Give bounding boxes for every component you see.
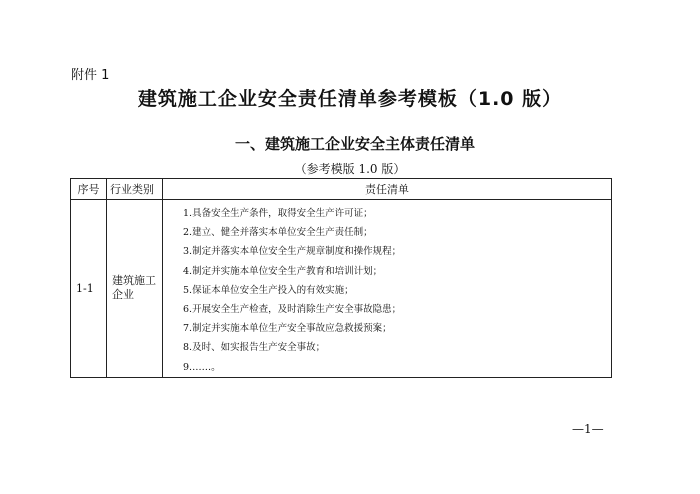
responsibility-item: 5.保证本单位安全生产投入的有效实施； xyxy=(183,284,354,296)
header-industry: 行业类别 xyxy=(107,179,163,200)
responsibility-item: 8.及时、如实报告生产安全事故； xyxy=(183,342,326,354)
responsibility-list xyxy=(183,200,611,377)
row-responsibilities xyxy=(163,200,612,378)
responsibility-item: 7.制定并实施本单位生产安全事故应急救援预案； xyxy=(183,323,392,335)
attachment-label: 附件 1 xyxy=(71,68,110,83)
responsibility-item: 3.制定并落实本单位安全生产规章制度和操作规程； xyxy=(183,246,402,258)
responsibility-table xyxy=(70,178,612,378)
header-responsibilities: 责任清单 xyxy=(163,179,612,200)
header-seq: 序号 xyxy=(71,179,107,200)
row-industry: 建筑施工企业 xyxy=(107,200,163,378)
responsibility-item: 4.制定并实施本单位安全生产教育和培训计划； xyxy=(183,265,383,277)
table-header-row xyxy=(71,179,612,200)
responsibility-item: 6.开展安全生产检查，及时消除生产安全事故隐患； xyxy=(183,303,402,315)
template-version-subtitle: （参考模版 1.0 版） xyxy=(294,162,406,176)
row-seq: 1-1 xyxy=(71,200,107,378)
document-title: 建筑施工企业安全责任清单参考模板（1.0 版） xyxy=(137,88,563,110)
responsibility-item: 2.建立、健全并落实本单位安全生产责任制； xyxy=(183,227,373,239)
responsibility-item: 1.具备安全生产条件，取得安全生产许可证； xyxy=(183,208,373,219)
page-number: —1— xyxy=(572,422,604,436)
responsibility-item: 9.……。 xyxy=(183,361,221,373)
section-title: 一、建筑施工企业安全主体责任清单 xyxy=(234,135,475,153)
table-row xyxy=(71,200,612,378)
